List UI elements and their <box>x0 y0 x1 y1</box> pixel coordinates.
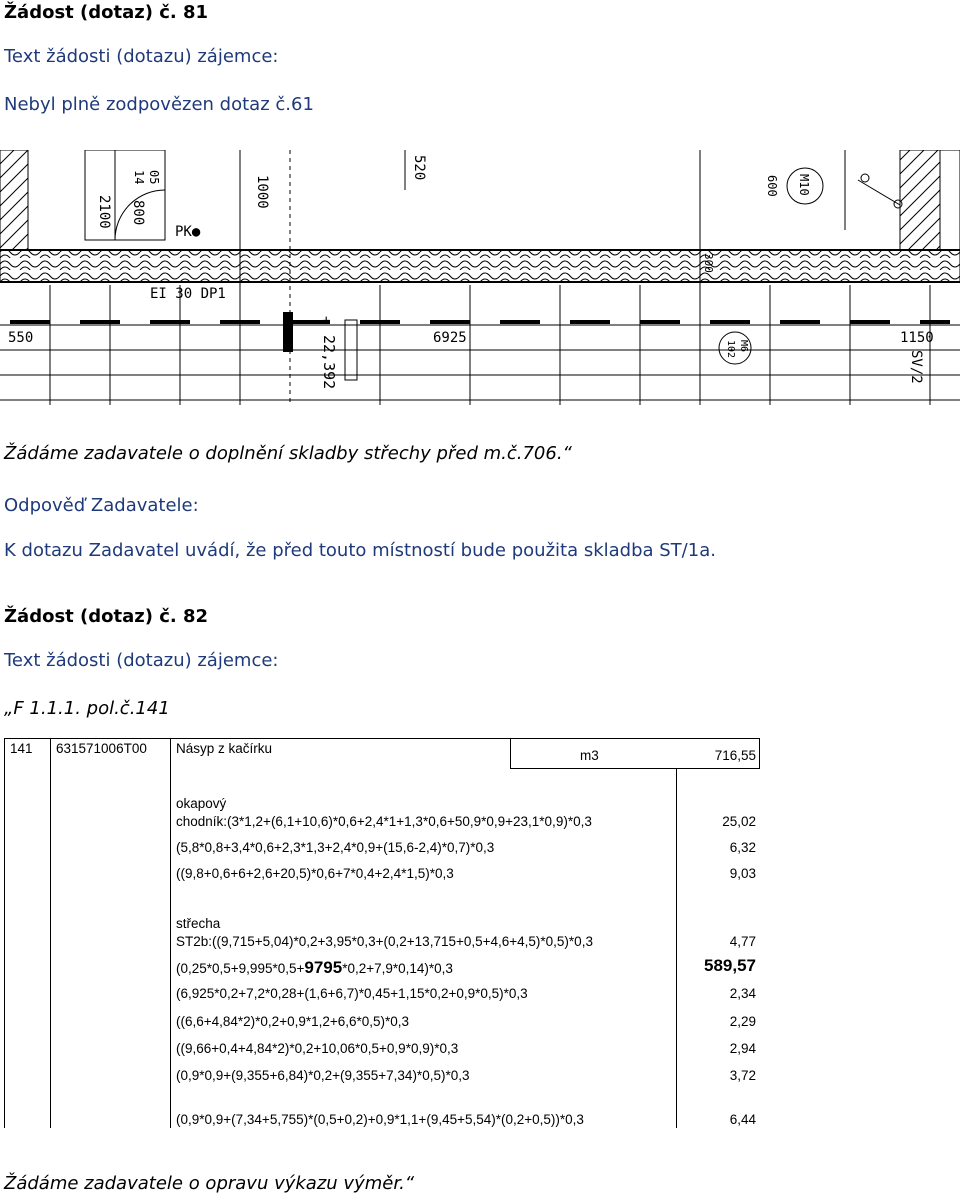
drawing-label: 14 <box>132 170 146 185</box>
drawing-label: 300 <box>702 253 715 273</box>
request-81-title: Žádost (dotaz) č. 81 <box>4 2 209 23</box>
drawing-label: 1000 <box>254 175 270 209</box>
calc-row-value-highlight: 589,57 <box>704 956 756 975</box>
drawing-label: 2100 <box>96 195 112 229</box>
calc-row-label: střecha <box>176 916 221 931</box>
drawing-label: 600 <box>765 175 779 197</box>
calc-row-value: 2,34 <box>729 986 756 1001</box>
request-81-text: Nebyl plně zodpovězen dotaz č.61 <box>4 94 314 115</box>
item-code: 631571006T00 <box>56 741 147 756</box>
request-81-request: Žádáme zadavatele o doplnění skladby střechy před m.č.706.“ <box>4 443 572 464</box>
calc-row-label: (0,9*0,9+(9,355+6,84)*0,2+(9,355+7,34)*0,5)*0,3 <box>176 1068 470 1083</box>
calc-row-value: 6,32 <box>729 840 756 855</box>
answer-label: Odpověď Zadavatele: <box>4 495 199 516</box>
calc-row-label: (0,9*0,9+(7,34+5,755)*(0,5+0,2)+0,9*1,1+(9,45+5,54)*(0,2+0,5))*0,3 <box>176 1112 584 1127</box>
calc-row-label: ST2b:((9,715+5,04)*0,2+3,95*0,3+(0,2+13,715+0,5+4,6+4,5)*0,5)*0,3 <box>176 934 593 949</box>
drawing-label: 6925 <box>433 330 467 346</box>
item-number: 141 <box>10 741 33 756</box>
calc-row-value: 2,94 <box>729 1041 756 1056</box>
drawing-label: 22,392 <box>320 335 338 390</box>
calc-row-label: ((6,6+4,84*2)*0,2+0,9*1,2+6,6*0,5)*0,3 <box>176 1014 410 1029</box>
calc-row-value: 2,29 <box>729 1014 756 1029</box>
drawing-label: 520 <box>411 155 427 181</box>
drawing-label: 1150 <box>900 330 934 346</box>
drawing-label: 102 <box>725 340 736 359</box>
calc-row-value: 3,72 <box>729 1068 756 1083</box>
request-82-reference: „F 1.1.1. pol.č.141 <box>4 698 170 719</box>
answer-text: K dotazu Zadavatel uvádí, že před touto místností bude použita skladba ST/1a. <box>4 540 716 561</box>
drawing-label: PK● <box>175 224 201 240</box>
drawing-label: 800 <box>130 200 146 226</box>
calc-row-label: ((9,8+0,6+6+2,6+20,5)*0,6+7*0,4+2,4*1,5)*0,3 <box>176 866 454 881</box>
calc-row-label: (5,8*0,8+3,4*0,6+2,3*1,3+2,4*0,9+(15,6-2,4)*0,7)*0,3 <box>176 840 495 855</box>
drawing-label: 05 <box>147 170 161 185</box>
request-81-text-label: Text žádosti (dotazu) zájemce: <box>4 46 279 67</box>
bill-of-quantities-table <box>4 738 760 1128</box>
drawing-label: 550 <box>8 330 34 346</box>
calc-row-label: okapový <box>176 796 227 811</box>
floor-plan-drawing <box>0 150 960 410</box>
drawing-label: SV/2 <box>908 350 924 384</box>
request-82-title: Žádost (dotaz) č. 82 <box>4 606 209 627</box>
calc-row-value: 6,44 <box>729 1112 756 1127</box>
calc-row-label: (6,925*0,2+7,2*0,28+(1,6+6,7)*0,45+1,15*0,2+0,9*0,5)*0,3 <box>176 986 528 1001</box>
drawing-label: EI 30 DP1 <box>150 286 226 302</box>
calc-row-value: 4,77 <box>729 934 756 949</box>
drawing-label: M6 <box>738 340 749 353</box>
calc-row-label: ((9,66+0,4+4,84*2)*0,2+10,06*0,5+0,9*0,9)*0,3 <box>176 1041 459 1056</box>
calc-row-label-highlight: (0,25*0,5+9,995*0,5+9795*0,2+7,9*0,14)*0,3 <box>176 958 453 977</box>
calc-row-value: 9,03 <box>729 866 756 881</box>
request-82-text-label: Text žádosti (dotazu) zájemce: <box>4 650 279 671</box>
item-name: Násyp z kačírku <box>176 741 273 756</box>
calc-row-label: chodník:(3*1,2+(6,1+10,6)*0,6+2,4*1+1,3*0,6+50,9*0,9+23,1*0,9)*0,3 <box>176 814 592 829</box>
closing-request: Žádáme zadavatele o opravu výkazu výměr.“ <box>4 1173 415 1194</box>
item-quantity: 716,55 <box>714 748 756 763</box>
item-unit: m3 <box>580 748 599 763</box>
drawing-label: M10 <box>797 174 811 196</box>
drawing-label: + <box>322 313 331 329</box>
calc-row-value: 25,02 <box>722 814 756 829</box>
